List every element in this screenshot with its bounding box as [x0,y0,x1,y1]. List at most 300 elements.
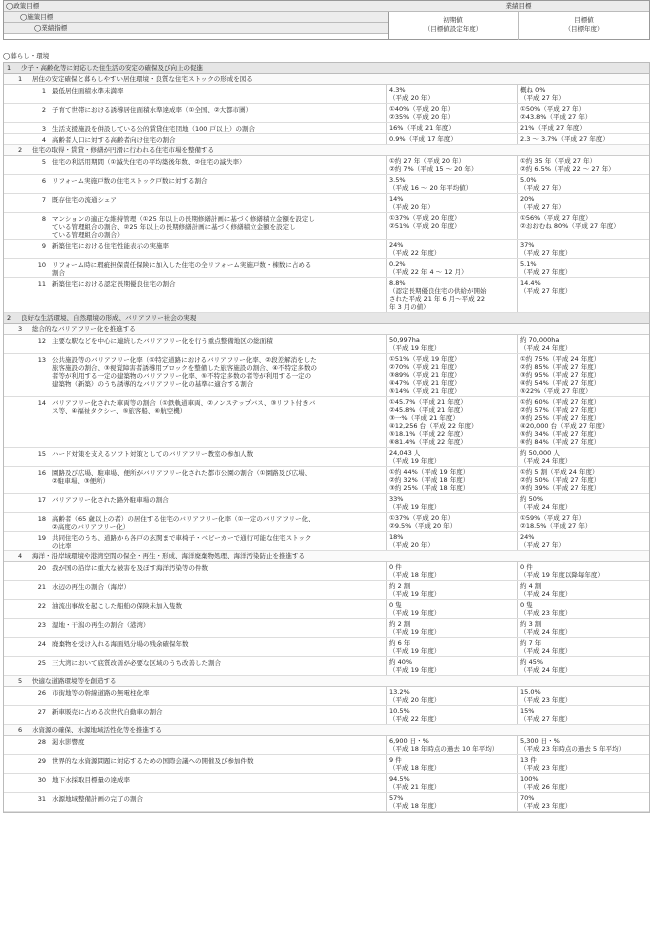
baseline-value-line: （認定長期優良住宅の供給が開始 [389,287,487,295]
target-value-line: （平成 24 年度） [520,666,572,674]
indicator-text-line: 新築住宅における認定長期優良住宅の割合 [52,280,176,288]
baseline-header [388,12,519,40]
indicator-number: 20 [37,564,46,572]
baseline-value-line: （平成 19 年度） [389,590,441,598]
indicator-text-line: 三大湾において底質改善が必要な区域のうち改善した割合 [52,659,221,667]
row-indent [4,259,34,277]
baseline-value-line: （平成 22 年 4 ～ 12 月） [389,268,468,276]
baseline-cell [386,706,517,724]
measure-heading [4,145,649,156]
group-number: 2 [7,314,12,322]
baseline-cell [386,194,517,212]
table-row [4,85,649,104]
target-value-line: 5,300 日・% [520,737,560,745]
target-value-line: 約 50,000 人 [520,449,560,457]
target-value-line: ②約 50%（平成 27 年度） [520,476,601,484]
table-row [4,657,649,676]
indicator-text [52,354,386,396]
indicator-text [52,278,386,312]
indicator-text [52,240,386,258]
target-value-line: ②18.5%（平成 27 年） [520,522,592,530]
measure-number: 4 [18,552,23,560]
target-value-line: （平成 24 年度） [520,628,572,636]
indicator-text [52,600,386,618]
row-indent [4,240,34,258]
measure-title: 快適な道路環境等を創造する [32,677,117,685]
indicator-number: 4 [41,136,46,144]
baseline-value-line: （平成 19 年度） [389,457,441,465]
row-indent [4,467,34,493]
row-indent [4,213,34,239]
target-cell [517,736,651,754]
indicator-text [52,448,386,466]
table-row [4,156,649,175]
target-cell [517,134,651,144]
target-value-line: （平成 23 年時点の過去 5 年平均） [520,745,626,753]
baseline-cell [386,494,517,512]
table-row [4,354,649,397]
group-heading [4,63,649,74]
target-value-line: ④約 54%（平成 27 年度） [520,379,601,387]
target-value-line: ①約 5 割（平成 24 年度） [520,468,599,476]
target-value-line: 5.1% [520,260,537,268]
indicator-number: 5 [41,158,46,166]
indicator-text [52,156,386,174]
indicator-text-line: 最低居住面積水準未満率 [52,87,124,95]
indicator-text-line: マンションの適正な維持管理（①25 年以上の長期修繕計画に基づく修繕積立金額を設定し [52,215,315,223]
target-value-line: ①56%（平成 27 年度） [520,214,592,222]
target-header [519,12,649,40]
baseline-value-line: ①40%（平成 20 年） [389,105,455,113]
table-row [4,194,649,213]
measure-heading [4,725,649,736]
indicator-text-line: ②高度のバリアフリー化） [52,523,130,531]
baseline-cell [386,638,517,656]
measure-number: 1 [18,75,23,83]
indicator-text-line: 水辺の再生の割合（海岸） [52,583,130,591]
row-indent [4,448,34,466]
row-indent [4,774,34,792]
row-indent [4,397,34,447]
target-header-line: 目標値 [574,16,594,24]
baseline-value-line: ①37%（平成 20 年） [389,514,455,522]
measure-title: 居住の安定確保と暮らしやすい居住環境・良質な住宅ストックの形成を図る [32,75,253,83]
target-value-line: （平成 24 年度） [520,647,572,655]
target-value-line: （平成 27 年） [520,94,565,102]
indicator-text-line: リフォーム時に瑕疵担保責任保険に加入した住宅の全リフォーム実施戸数・棟数に占める [52,261,312,269]
target-value-line: 15% [520,707,535,715]
indicator-text-line: 子育て世帯における誘導居住面積水準達成率（①全国、②大都市圏） [52,106,253,114]
target-value-line: （平成 24 年度） [520,590,572,598]
indicator-number: 16 [37,469,46,477]
indicator-text-line: 高齢者人口に対する高齢者向け住宅の割合 [52,136,176,144]
indicator-number: 13 [37,356,46,364]
target-value-line: 概ね 0% [520,86,546,94]
indicator-number: 7 [41,196,46,204]
measure-title: 住宅の取得・賃貸・修繕が円滑に行われる住宅市場を整備する [32,146,214,154]
baseline-cell [386,354,517,396]
target-value-line: ①59%（平成 27 年） [520,514,586,522]
target-value-line: （平成 24 年度） [520,503,572,511]
group-heading [4,313,649,324]
row-indent [4,278,34,312]
target-cell [517,194,651,212]
baseline-value-line: （平成 18 年度） [389,802,441,810]
baseline-value-line: ①約 44%（平成 19 年度） [389,468,470,476]
measure-title: 水資源の確保、水源地域活性化等を推進する [32,726,162,734]
indicator-text [52,175,386,193]
row-indent [4,156,34,174]
indicator-text [52,134,386,144]
target-cell [517,532,651,550]
target-value-line: ②約 57%（平成 27 年度） [520,406,601,414]
baseline-cell [386,278,517,312]
indicator-text-line: 住宅の利活用期間（①滅失住宅の平均築後年数、②住宅の滅失率） [52,158,246,166]
baseline-value-line: （平成 20 年） [389,541,434,549]
indicator-text-line: 世界的な水資源問題に対応するための国際会議への開催及び参加件数 [52,757,254,765]
target-value-line: 0 件 [520,563,533,571]
target-cell [517,448,651,466]
indicator-text [52,123,386,133]
table-row [4,793,649,812]
target-value-line: ②おおむね 80%（平成 27 年度） [520,222,620,230]
target-value-line: 約 7 年 [520,639,542,647]
indicator-text [52,213,386,239]
target-value-line: ③約 39%（平成 27 年度） [520,484,601,492]
row-indent [4,85,34,103]
baseline-cell [386,335,517,353]
table-row [4,581,649,600]
indicator-text [52,657,386,675]
indicator-text-line: バリアフリー化された路外駐車場の割合 [52,496,169,504]
target-value-line: ①50%（平成 27 年） [520,105,586,113]
target-cell [517,513,651,531]
target-value-line: 約 70,000ha [520,336,560,344]
target-value-line: 13 件 [520,756,537,764]
indicator-text-line: ス等、④福祉タクシー、⑤旅客船、⑥航空機） [52,407,187,415]
baseline-value-line: ①37%（平成 20 年度） [389,214,461,222]
row-indent [4,687,34,705]
row-indent [4,755,34,773]
target-cell [517,278,651,312]
policy-goal-label: ◯政策目標 [4,1,388,12]
baseline-value-line: 約 2 割 [389,620,411,628]
indicator-text-line: 湿地・干潟の再生の割合（港湾） [52,621,150,629]
indicator-number: 31 [37,795,46,803]
target-value-line: ①約 60%（平成 27 年度） [520,398,601,406]
header-performance-column [388,1,649,39]
row-indent [4,581,34,599]
target-cell [517,213,651,239]
baseline-value-line: （平成 22 年度） [389,249,441,257]
target-value-line: ③約 95%（平成 27 年度） [520,371,601,379]
baseline-value-line: （平成 18 年度） [389,571,441,579]
baseline-header-line: （目標値設定年度） [423,25,483,33]
measure-title: 海洋・沿岸域環境や港湾空間の保全・再生・形成、海洋廃棄物処理、海洋汚染防止を推進する [32,552,305,560]
target-value-line: 21%（平成 27 年度） [520,124,586,132]
indicator-number: 19 [37,534,46,542]
indicator-text [52,259,386,277]
indicator-number: 11 [37,280,46,288]
baseline-value-line: ②9.5%（平成 20 年） [389,522,457,530]
target-value-line: 約 4 割 [520,582,542,590]
table-row [4,448,649,467]
table-row [4,494,649,513]
indicator-text-line: 我が国の沿岸に重大な被害を及ぼす海洋汚染等の件数 [52,564,208,572]
baseline-cell [386,657,517,675]
row-indent [4,736,34,754]
indicator-text-line: 公共施設等のバリアフリー化率（①特定道路におけるバリアフリー化率、②段差解消をした [52,356,317,364]
target-cell [517,467,651,493]
baseline-cell [386,397,517,447]
table-row [4,123,649,134]
target-value-line: （平成 24 年度） [520,344,572,352]
target-value-line: （平成 27 年） [520,203,565,211]
table-row [4,213,649,240]
indicator-number: 26 [37,689,46,697]
indicator-text-line: 廃棄物を受け入れる海面処分場の残余確保年数 [52,640,189,648]
target-value-line: （平成 23 年度） [520,764,572,772]
header-goals-column [4,1,389,39]
indicator-number: 12 [37,337,46,345]
indicator-text [52,755,386,773]
target-value-line: ⑤約 34%（平成 27 年度） [520,430,601,438]
baseline-cell [386,156,517,174]
indicator-number: 25 [37,659,46,667]
baseline-value-line: （平成 19 年度） [389,628,441,636]
table-row [4,562,649,581]
baseline-cell [386,562,517,580]
indicator-text-line: 新車販売に占める次世代自動車の割合 [52,708,163,716]
measure-number: 5 [18,677,23,685]
indicator-number: 23 [37,621,46,629]
indicator-number: 21 [37,583,46,591]
measure-heading [4,551,649,562]
baseline-value-line: ②51%（平成 20 年度） [389,222,461,230]
baseline-value-line: 4.3% [389,86,406,94]
baseline-value-line: ⑤14%（平成 21 年度） [389,387,461,395]
baseline-cell [386,123,517,133]
table-row [4,467,649,494]
row-indent [4,706,34,724]
indicator-text-line: 渇水影響度 [52,738,85,746]
baseline-value-line: ②約 7%（平成 15 ～ 20 年） [389,165,478,173]
baseline-value-line: 6,900 日・% [389,737,429,745]
indicator-text-line: ハード対策を支えるソフト対策としてのバリアフリー教室の参加人数 [52,450,254,458]
baseline-value-line: 13.2% [389,688,410,696]
baseline-cell [386,213,517,239]
indicator-text-line: 高齢者（65 歳以上の者）の居住する住宅のバリアフリー化率（①一定のバリアフリー化、 [52,515,315,523]
indicator-number: 2 [41,106,46,114]
group-title: 少子・高齢化等に対応した住生活の安定の確保及び向上の促進 [21,64,203,72]
baseline-cell [386,513,517,531]
indicator-text-line: 建築物（新築）のうち誘導的なバリアフリー化の基準に適合する割合 [52,380,254,388]
baseline-value-line: ②70%（平成 21 年度） [389,363,461,371]
target-value-line: ③約 25%（平成 27 年度） [520,414,601,422]
baseline-value-line: 約 6 年 [389,639,411,647]
target-value-line: （平成 24 年度） [520,457,572,465]
baseline-value-line: 年 3 月の値） [389,303,430,311]
baseline-value-line: ①51%（平成 19 年度） [389,355,461,363]
baseline-value-line: （平成 19 年度） [389,609,441,617]
table-row [4,638,649,657]
baseline-value-line: 50,997ha [389,336,420,344]
baseline-value-line: された平成 21 年 6 月～平成 22 [389,295,486,303]
baseline-cell [386,687,517,705]
baseline-cell [386,467,517,493]
baseline-value-line: 24,043 人 [389,449,421,457]
baseline-value-line: ③約 25%（平成 18 年度） [389,484,470,492]
baseline-value-line: （平成 18 年度） [389,764,441,772]
baseline-cell [386,259,517,277]
target-value-line: 2.3 ～ 3.7%（平成 27 年度） [520,135,609,143]
row-indent [4,619,34,637]
baseline-cell [386,755,517,773]
row-indent [4,134,34,144]
indicator-number: 17 [37,496,46,504]
indicator-text-line: 旅客施設の割合、③視覚障害者誘導用ブロックを整備した旅客施設の割合、④不特定多数の [52,364,318,372]
table-row [4,706,649,725]
baseline-value-line: ⑥81.4%（平成 22 年度） [389,438,467,446]
baseline-value-line: （平成 20 年） [389,203,434,211]
target-cell [517,687,651,705]
indicator-number: 1 [41,87,46,95]
baseline-cell [386,532,517,550]
indicator-text [52,562,386,580]
target-cell [517,600,651,618]
row-indent [4,657,34,675]
performance-label: 業績目標 [388,1,649,12]
target-value-line: ②約 85%（平成 27 年度） [520,363,601,371]
indicator-text-line: バリアフリー化された車両等の割合（①鉄軌道車両、②ノンステップバス、③リフト付きバ [52,399,316,407]
target-value-line: ①約 75%（平成 24 年度） [520,355,601,363]
target-value-line: 20% [520,195,535,203]
baseline-value-line: ②35%（平成 20 年） [389,113,455,121]
measure-heading [4,324,649,335]
baseline-value-line: （平成 20 年） [389,94,434,102]
target-cell [517,259,651,277]
target-cell [517,104,651,122]
target-value-line: 15.0% [520,688,541,696]
target-cell [517,755,651,773]
indicator-text [52,335,386,353]
indicator-text [52,513,386,531]
indicator-number: 14 [37,399,46,407]
baseline-cell [386,736,517,754]
row-indent [4,793,34,811]
target-value-line: 37% [520,241,535,249]
table-row [4,104,649,123]
baseline-cell [386,240,517,258]
target-cell [517,494,651,512]
target-value-line: （平成 27 年） [520,184,565,192]
target-value-line: 5.0% [520,176,537,184]
target-value-line: 0 隻 [520,601,533,609]
target-cell [517,354,651,396]
baseline-value-line: ⑤18.1%（平成 22 年度） [389,430,467,438]
target-value-line: 約 45% [520,658,544,666]
target-cell [517,156,651,174]
baseline-value-line: （平成 19 年度） [389,503,441,511]
target-value-line: （平成 27 年度） [520,287,572,295]
indicator-number: 24 [37,640,46,648]
baseline-value-line: 14% [389,195,404,203]
baseline-value-line: ③一%（平成 21 年度） [389,414,459,422]
indicator-number: 27 [37,708,46,716]
table-row [4,687,649,706]
baseline-value-line: 0 隻 [389,601,402,609]
baseline-value-line: 約 2 割 [389,582,411,590]
baseline-cell [386,581,517,599]
indicator-number: 28 [37,738,46,746]
row-indent [4,638,34,656]
row-indent [4,123,34,133]
indicator-text-line: 水源地域整備計画の完了の割合 [52,795,143,803]
baseline-value-line: 18% [389,533,404,541]
target-cell [517,706,651,724]
target-cell [517,657,651,675]
target-cell [517,774,651,792]
indicator-text-line: 生活支援施設を併設している公的賃貸住宅団地（100 戸以上）の割合 [52,125,255,133]
indicator-text [52,532,386,550]
row-indent [4,175,34,193]
row-indent [4,513,34,531]
indicator-number: 29 [37,757,46,765]
table-row [4,513,649,532]
baseline-value-line: （平成 19 年度） [389,666,441,674]
baseline-cell [386,619,517,637]
baseline-value-line: 94.5% [389,775,410,783]
baseline-cell [386,134,517,144]
measure-heading [4,676,649,687]
table-row [4,134,649,145]
baseline-cell [386,448,517,466]
target-value-line: 100% [520,775,539,783]
baseline-cell [386,774,517,792]
indicator-text [52,85,386,103]
target-value-line: 70% [520,794,535,802]
baseline-value-line: 0.2% [389,260,406,268]
measure-number: 3 [18,325,23,333]
row-indent [4,354,34,396]
table-row [4,259,649,278]
baseline-value-line: （平成 21 年度） [389,783,441,791]
baseline-value-line: 33% [389,495,404,503]
target-value-line: （平成 27 年度） [520,268,572,276]
indicator-text-line: 園路及び広場、駐車場、便所がバリアフリー化された都市公園の割合（①園路及び広場、 [52,469,312,477]
baseline-value-line: ②45.8%（平成 21 年度） [389,406,467,414]
baseline-value-line: 9 件 [389,756,402,764]
table-row [4,532,649,551]
indicator-text [52,194,386,212]
indicator-text [52,736,386,754]
target-cell [517,638,651,656]
baseline-value-line: ①約 27 年（平成 20 年） [389,157,466,165]
baseline-value-line: ①45.7%（平成 21 年度） [389,398,467,406]
target-value-line: （平成 23 年度） [520,696,572,704]
table-row [4,619,649,638]
indicator-number: 3 [41,125,46,133]
table-row [4,736,649,755]
target-cell [517,397,651,447]
baseline-value-line: 0 件 [389,563,402,571]
target-value-line: 約 3 割 [520,620,542,628]
indicator-number: 18 [37,515,46,523]
target-cell [517,123,651,133]
baseline-value-line: 3.5% [389,176,406,184]
target-cell [517,581,651,599]
measure-number: 6 [18,726,23,734]
